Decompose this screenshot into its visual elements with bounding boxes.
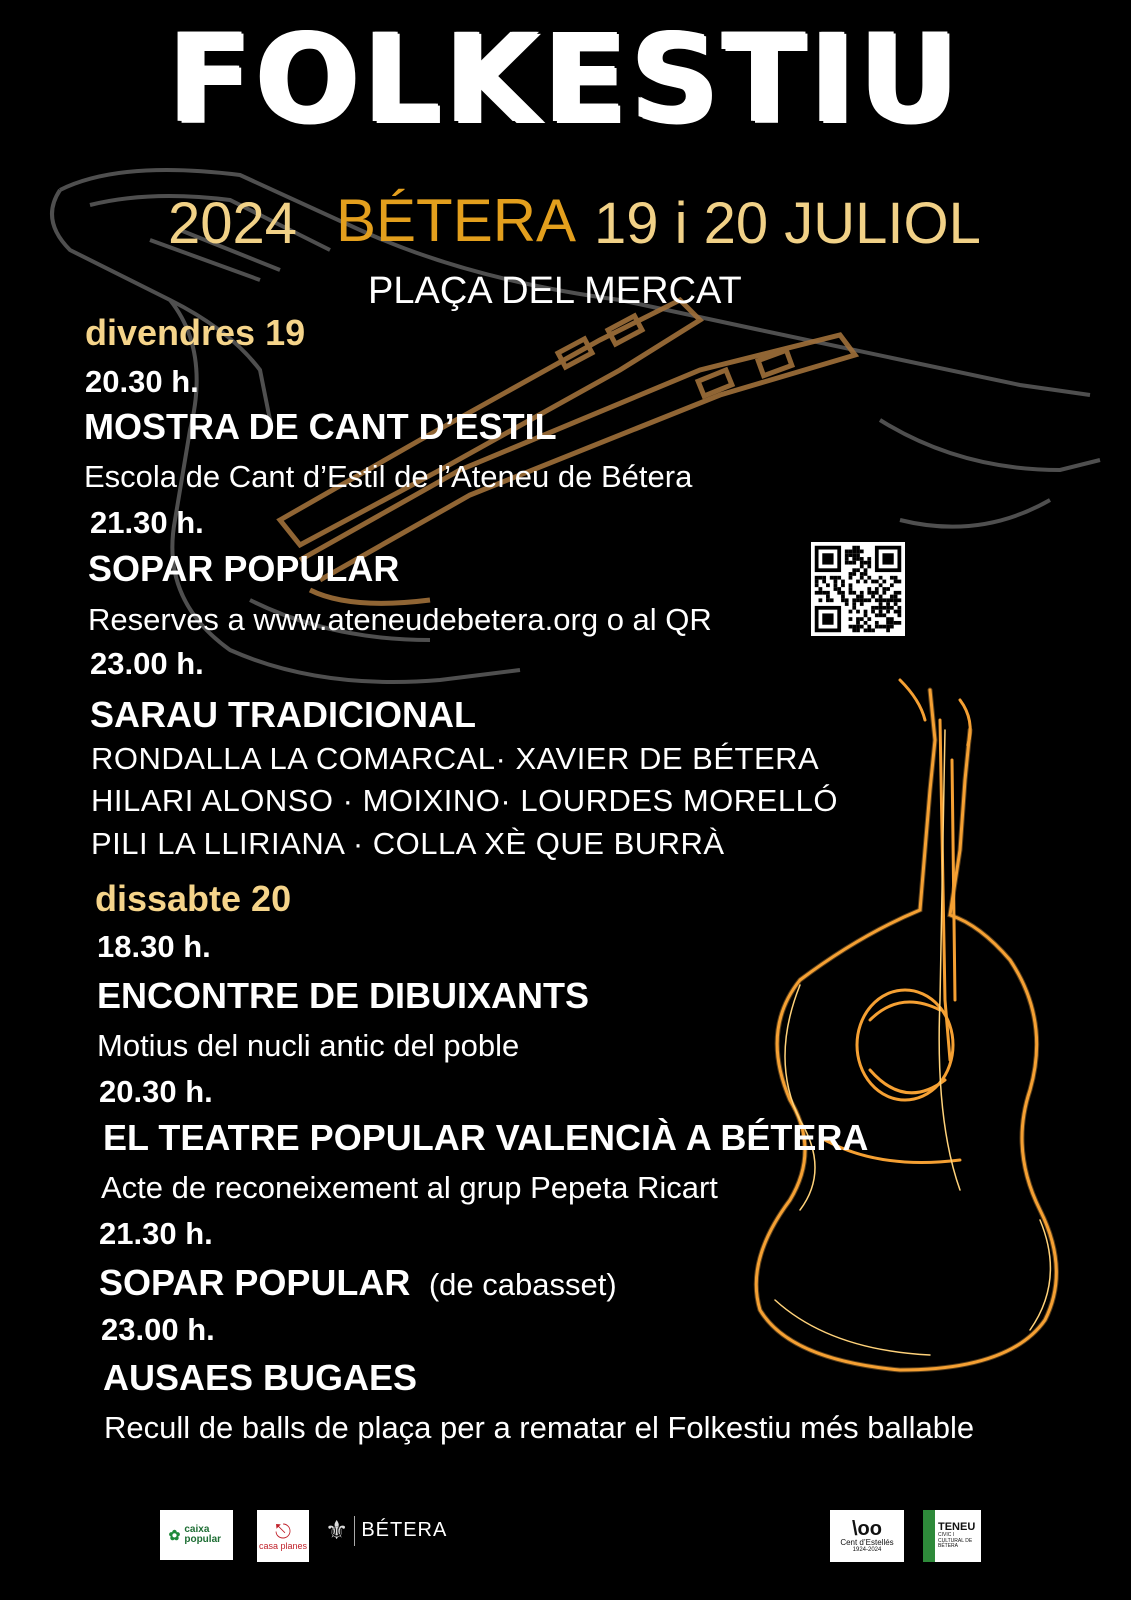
day1-event3-time: 23.00 h. [90,646,204,681]
ateneu-bar-icon [923,1510,935,1562]
cent-glasses-icon: \oo [852,1517,882,1540]
day1-event1-desc: Escola de Cant d’Estil de l’Ateneu de Bétera [84,459,693,494]
day1-event2-time: 21.30 h. [90,505,204,540]
day1-event3-line1: RONDALLA LA COMARCAL· XAVIER DE BÉTERA [91,741,820,776]
day2-event4-desc: Recull de balls de plaça per a rematar el Folkestiu més ballable [104,1410,975,1445]
day2-event3-heading [99,1262,617,1304]
day2-event3-time: 21.30 h. [99,1216,213,1251]
day2-event2-desc: Acte de reconeixement al grup Pepeta Ricart [101,1170,718,1205]
day2-label: dissabte 20 [95,878,292,919]
festival-venue: PLAÇA DEL MERCAT [368,270,742,312]
cent-estelles-logo [830,1510,904,1562]
festival-dates: 19 i 20 JULIOL [594,191,981,256]
day1-label: divendres 19 [85,312,306,353]
day2-event4-time: 23.00 h. [101,1312,215,1347]
day1-event1-title: MOSTRA DE CANT D’ESTIL [84,406,557,447]
day1-event3-line2: HILARI ALONSO · MOIXINO· LOURDES MORELLÓ [91,783,838,818]
betera-crest-icon: ⚜ [325,1515,349,1545]
betera-council-text: BÉTERA [361,1519,448,1541]
caixa-popular-text: caixa popular [184,1524,222,1545]
qr-code-icon [811,542,905,636]
day1-event2-desc: Reserves a www.ateneudebetera.org o al QR [88,602,712,637]
day1-event2-title: SOPAR POPULAR [88,548,400,589]
festival-year: 2024 [168,191,298,256]
betera-divider [354,1516,355,1546]
reservation-qr-code[interactable] [811,542,905,636]
festival-town: BÉTERA [336,187,577,254]
ateneu-subtitle: CIVIC I CULTURAL DE BÉTERA [938,1532,973,1550]
festival-title: FOLKESTIU [168,8,963,150]
caixa-leaf-icon: ✿ [168,1526,181,1543]
day2-event3-suffix: (de cabasset) [428,1267,617,1302]
day2-event1-time: 18.30 h. [97,929,211,964]
casa-planes-emblem-icon: ⎋ [275,1520,291,1543]
day2-event3-title: SOPAR POPULAR [99,1262,411,1303]
ateneu-name: TENEU [938,1521,976,1534]
day1-event1-time: 20.30 h. [85,364,199,399]
day2-event1-desc: Motius del nucli antic del poble [97,1028,520,1063]
casa-planes-text: casa planes [258,1540,308,1551]
day2-event2-title: EL TEATRE POPULAR VALENCIÀ A BÉTERA [103,1117,869,1158]
betera-council-logo [325,1515,447,1546]
caixa-popular-logo [160,1510,233,1560]
day1-event3-title: SARAU TRADICIONAL [90,694,476,735]
day2-event4-title: AUSAES BUGAES [103,1357,418,1398]
cent-estelles-text: Cent d’Estellés [840,1537,894,1547]
ateneu-logo [923,1510,981,1562]
day2-event1-title: ENCONTRE DE DIBUIXANTS [97,975,590,1016]
day1-event3-line3: PILI LA LLIRIANA · COLLA XÈ QUE BURRÀ [91,826,725,861]
cent-estelles-years: 1924-2024 [852,1547,882,1554]
day2-event2-time: 20.30 h. [99,1074,213,1109]
casa-planes-logo [257,1510,309,1562]
